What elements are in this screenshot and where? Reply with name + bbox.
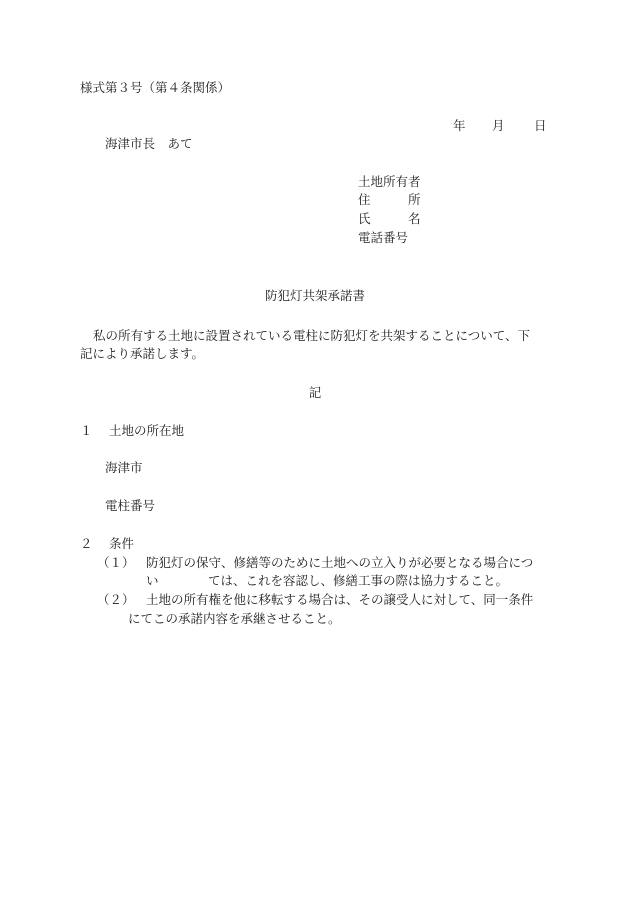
section-1-heading: １ 土地の所在地: [80, 423, 184, 438]
body-line-2: 記により承諾します。: [80, 346, 205, 361]
condition-2-number: （２）: [97, 592, 135, 607]
owner-heading: 土地所有者: [358, 174, 421, 189]
condition-2-line-2: にてこの承諾内容を承継させること。: [128, 611, 341, 626]
owner-phone-label: 電話番号: [358, 230, 409, 245]
owner-name-label: 氏 名: [358, 211, 421, 226]
form-number: 様式第３号（第４条関係）: [80, 80, 231, 95]
owner-address-label: 住 所: [358, 192, 421, 207]
section-1-pole-number: 電柱番号: [105, 498, 156, 513]
date-month: 月: [492, 118, 505, 133]
condition-2-line-1: 土地の所有権を他に移転する場合は、その譲受人に対して、同一条件: [146, 592, 534, 607]
ki-heading: 記: [308, 385, 322, 400]
date-year: 年: [453, 118, 466, 133]
condition-1-number: （１）: [97, 555, 135, 570]
condition-1-line-2b: ては、これを容認し、修繕工事の際は協力すること。: [208, 573, 509, 588]
condition-1-line-2a: い: [146, 573, 159, 588]
section-2-heading: ２ 条件: [80, 536, 134, 551]
addressee: 海津市長 あて: [105, 136, 193, 151]
document-title: 防犯灯共架承諾書: [264, 288, 365, 303]
date-day: 日: [534, 118, 547, 133]
condition-1-line-1: 防犯灯の保守、修繕等のために土地への立入りが必要となる場合につ: [146, 555, 534, 570]
body-line-1: 私の所有する土地に設置されている電柱に防犯灯を共架することについて、下: [93, 328, 531, 343]
section-1-city: 海津市: [105, 460, 143, 475]
